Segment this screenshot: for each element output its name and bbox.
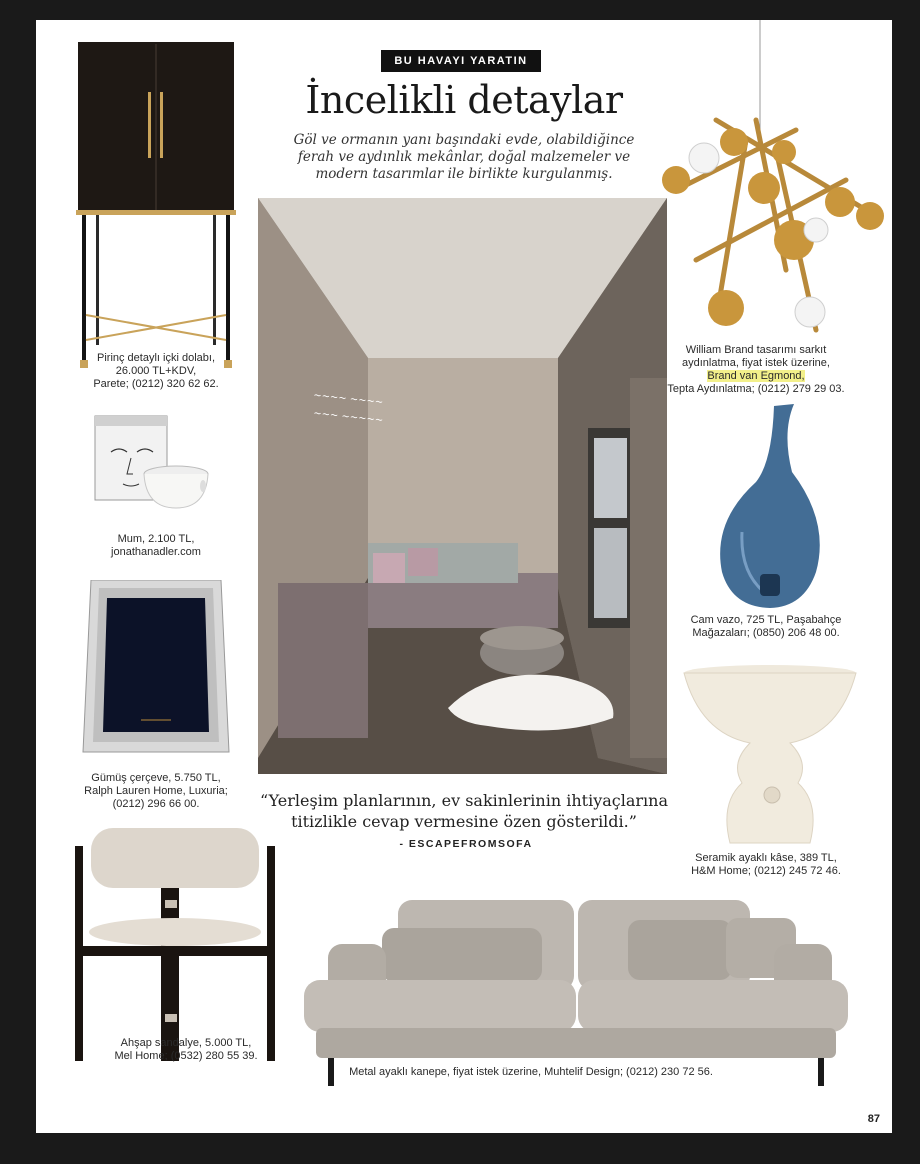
candle-image bbox=[81, 412, 221, 512]
vase-caption: Cam vazo, 725 TL, Paşabahçe Mağazaları; (0850) 206 48 00. bbox=[690, 614, 842, 639]
quote-source: - ESCAPEFROMSOFA bbox=[399, 838, 533, 850]
chandelier-caption: William Brand tasarımı sarkıt aydınlatma, fiyat istek üzerine, Brand van Egmond, Tepta Aydınlatma; (0212) 279 29 03. bbox=[667, 344, 845, 395]
ceramic-bowl-image bbox=[680, 663, 860, 848]
intro-text: Göl ve ormanın yanı başındaki evde, olabildiğince ferah ve aydınlık mekânlar, doğal malzemeler ve modern tasarımlar ile birlikte kurgulanmış. bbox=[293, 132, 635, 182]
wooden-chair-image bbox=[71, 826, 281, 1066]
chandelier-image bbox=[656, 20, 886, 340]
sofa-caption: Metal ayaklı kanepe, fiyat istek üzerine, Muhtelif Design; (0212) 230 72 56. bbox=[349, 1066, 713, 1078]
magazine-page bbox=[36, 20, 892, 1133]
candle-caption: Mum, 2.100 TL, jonathanadler.com bbox=[111, 533, 201, 558]
frame-caption: Gümüş çerçeve, 5.750 TL, Ralph Lauren Home, Luxuria; (0212) 296 66 00. bbox=[84, 772, 228, 810]
silver-frame-image bbox=[81, 580, 231, 755]
pull-quote: “Yerleşim planlarının, ev sakinlerinin ihtiyaçlarına titizlikle cevap vermesine özen gösterildi.” bbox=[259, 791, 668, 831]
bar-cabinet-image bbox=[76, 40, 236, 370]
svg-text:~~~~ ~~~~: ~~~~ ~~~~ bbox=[312, 390, 384, 409]
glass-vase-image bbox=[712, 402, 832, 612]
svg-text:~~~ ~~~~~: ~~~ ~~~~~ bbox=[312, 408, 384, 427]
section-kicker: BU HAVAYI YARATIN bbox=[381, 50, 541, 72]
cabinet-caption: Pirinç detaylı içki dolabı, 26.000 TL+KDV, Parete; (0212) 320 62 62. bbox=[93, 352, 219, 390]
page-title: İncelikli detaylar bbox=[305, 78, 623, 122]
chair-caption: Ahşap sandalye, 5.000 TL, Mel Home; (0532) 280 55 39. bbox=[114, 1037, 258, 1062]
bowl-caption: Seramik ayaklı kâse, 389 TL, H&M Home; (0212) 245 72 46. bbox=[691, 852, 841, 877]
page-number: 87 bbox=[867, 1113, 880, 1125]
living-room-photo bbox=[258, 198, 667, 774]
sofa-image bbox=[298, 898, 854, 1088]
